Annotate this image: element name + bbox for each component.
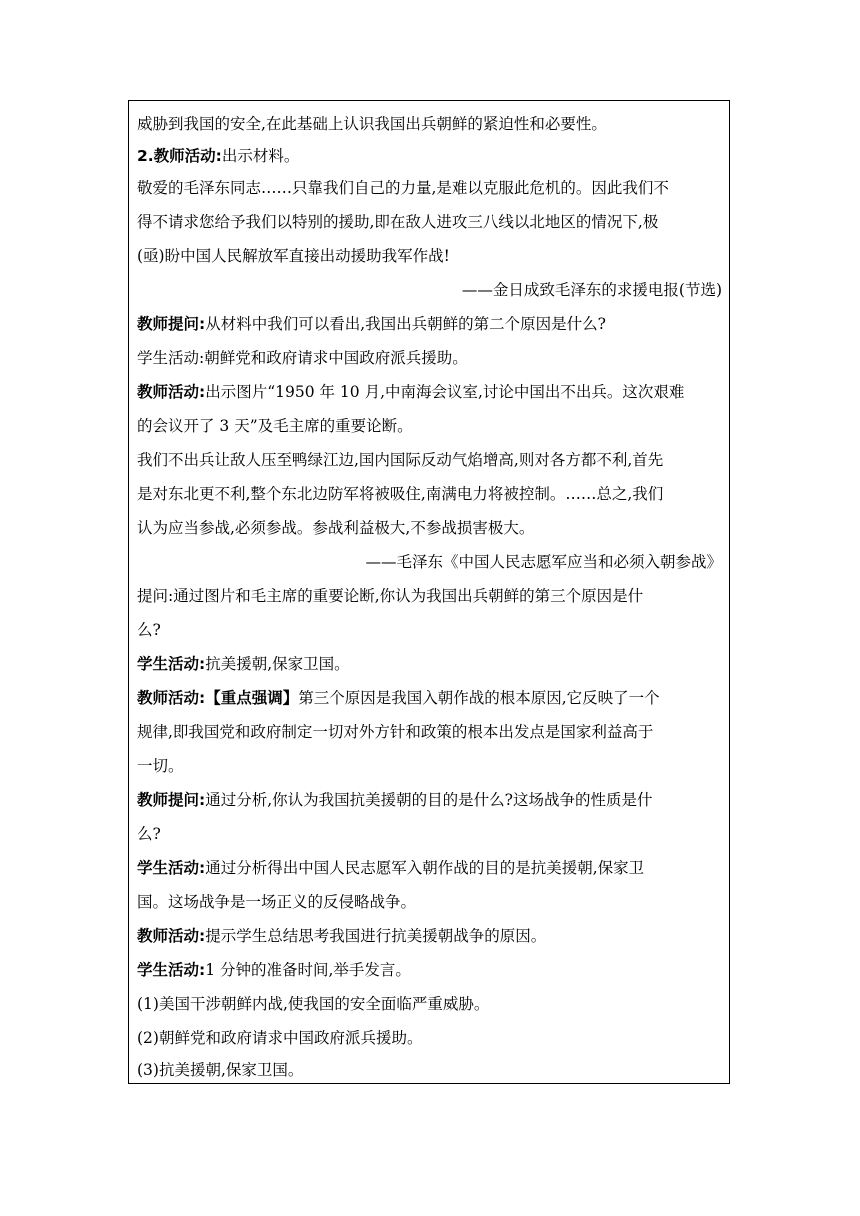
bold-label: 学生活动: — [137, 961, 206, 979]
text-line-2: 2.教师活动:出示材料。 — [137, 147, 300, 165]
text-line-12: 是对东北更不利,整个东北边防军将被吸住,南满电力将被控制。……总之,我们 — [137, 485, 664, 503]
text-line-8: 学生活动:朝鲜党和政府请求中国政府派兵援助。 — [137, 349, 468, 367]
text-line-9: 教师活动:出示图片“1950 年 10 月,中南海会议室,讨论中国出不出兵。这次艰难 — [137, 383, 685, 401]
text-line-21: 教师提问:通过分析,你认为我国抗美援朝的目的是什么?这场战争的性质是什 — [137, 791, 653, 809]
text-line-5: (亟)盼中国人民解放军直接出动援助我军作战! — [137, 247, 450, 265]
text-line-27: (1)美国干涉朝鲜内战,使我国的安全面临严重威胁。 — [137, 995, 490, 1013]
text-line-18: 教师活动:【重点强调】第三个原因是我国入朝作战的根本原因,它反映了一个 — [137, 689, 660, 707]
text-line-17: 学生活动:抗美援朝,保家卫国。 — [137, 655, 350, 673]
text-line-29: (3)抗美援朝,保家卫国。 — [137, 1061, 304, 1079]
text-line-7: 教师提问:从材料中我们可以看出,我国出兵朝鲜的第二个原因是什么? — [137, 315, 606, 333]
text-line-3: 敬爱的毛泽东同志……只靠我们自己的力量,是难以克服此危机的。因此我们不 — [137, 179, 669, 197]
bold-label: 2.教师活动: — [137, 147, 222, 165]
text-line-22: 么? — [137, 825, 161, 843]
bold-label: 教师提问: — [137, 315, 206, 333]
text-line-4: 得不请求您给予我们以特别的援助,即在敌人进攻三八线以北地区的情况下,极 — [137, 213, 659, 231]
text-line-25: 教师活动:提示学生总结思考我国进行抗美援朝战争的原因。 — [137, 927, 547, 945]
text-line-16: 么? — [137, 621, 161, 639]
text-line-20: 一切。 — [137, 757, 184, 775]
text-line-6: ——金日成致毛泽东的求援电报(节选) — [461, 281, 722, 299]
text-line-23: 学生活动:通过分析得出中国人民志愿军入朝作战的目的是抗美援朝,保家卫 — [137, 859, 645, 877]
text-line-15: 提问:通过图片和毛主席的重要论断,你认为我国出兵朝鲜的第三个原因是什 — [137, 587, 644, 605]
text-line-14: ——毛泽东《中国人民志愿军应当和必须入朝参战》 — [365, 553, 722, 571]
bold-label: 学生活动: — [137, 859, 206, 877]
text-line-19: 规律,即我国党和政府制定一切对外方针和政策的根本出发点是国家利益高于 — [137, 723, 654, 741]
bold-label: 教师活动: — [137, 383, 206, 401]
text-line-13: 认为应当参战,必须参战。参战利益极大,不参战损害极大。 — [137, 519, 535, 537]
text-line-24: 国。这场战争是一场正义的反侵略战争。 — [137, 893, 417, 911]
bold-label: 教师提问: — [137, 791, 206, 809]
bold-label: 教师活动: — [137, 927, 206, 945]
text-line-10: 的会议开了 3 天”及毛主席的重要论断。 — [137, 417, 413, 435]
text-line-26: 学生活动:1 分钟的准备时间,举手发言。 — [137, 961, 411, 979]
text-line-1: 威胁到我国的安全,在此基础上认识我国出兵朝鲜的紧迫性和必要性。 — [137, 115, 607, 133]
text-line-28: (2)朝鲜党和政府请求中国政府派兵援助。 — [137, 1029, 423, 1047]
bold-label: 学生活动: — [137, 655, 206, 673]
text-line-11: 我们不出兵让敌人压至鸭绿江边,国内国际反动气焰增高,则对各方都不利,首先 — [137, 451, 664, 469]
bold-label: 教师活动:【重点强调】 — [137, 689, 299, 707]
